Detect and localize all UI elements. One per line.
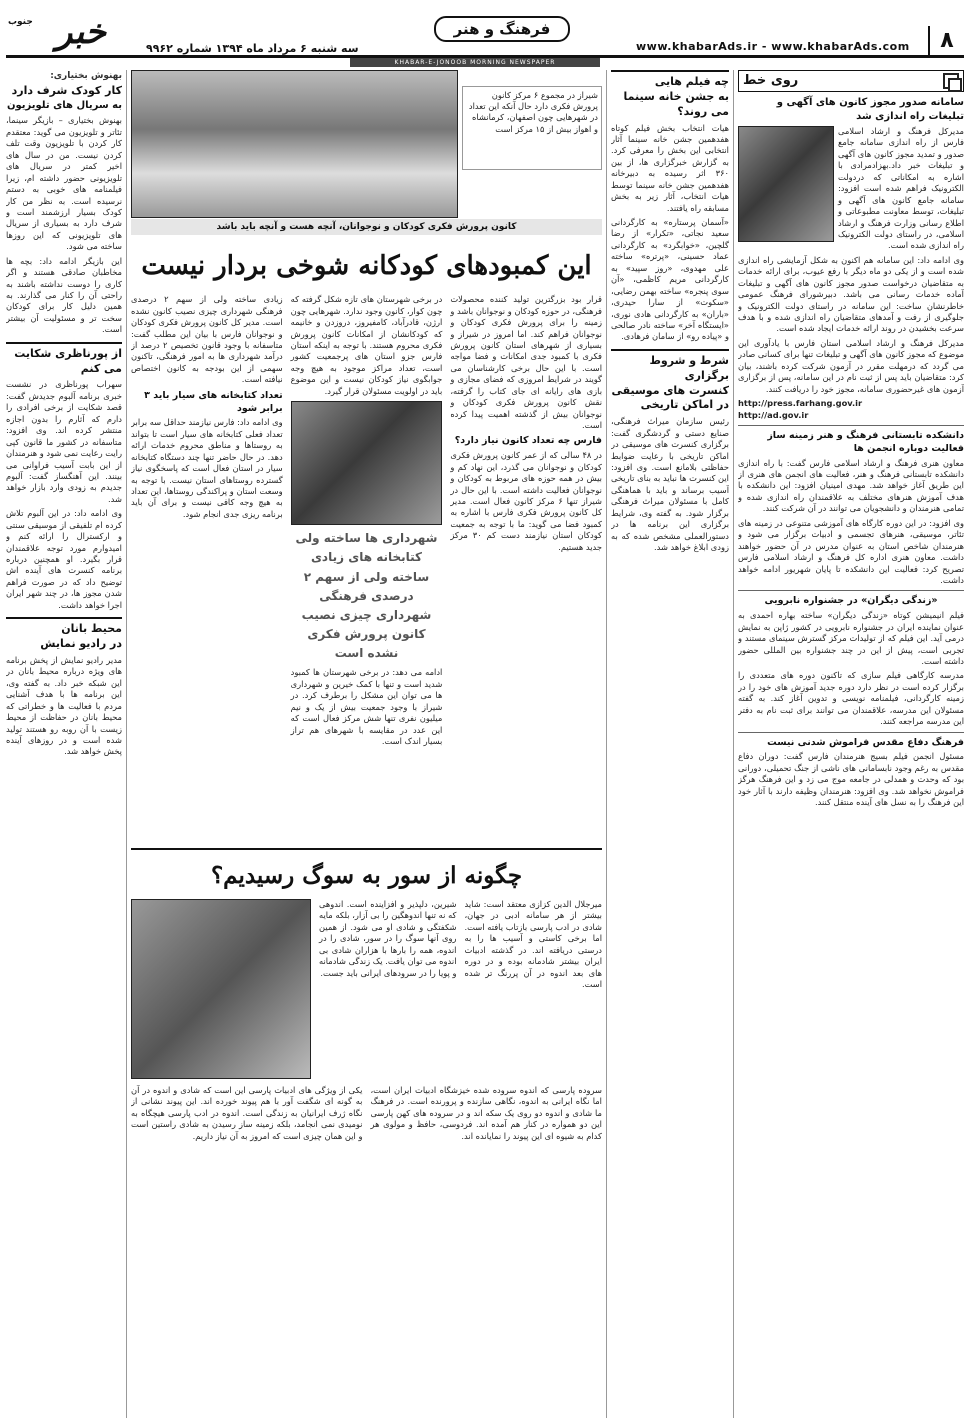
news-subtitle: فرهنگ دفاع مقدس فراموش شدنی نیست bbox=[767, 736, 964, 748]
logo: خبر bbox=[55, 12, 106, 52]
news-title: سامانه صدور مجوز کانون های آگهی و تبلیغات راه اندازی شد bbox=[776, 97, 964, 122]
left-paragraph: این بازیگر ادامه داد: بچه ها مخاطبان صادقی هستند و اگر کاری را دوست نداشته باشند به راحتی آن را کنار می گذارند. به همین دلیل کار برای کودکان سخت تر و مسئولیت آن بیشتر است. bbox=[6, 255, 122, 335]
concert-headline-1: شرط و شروط برگزاری bbox=[649, 353, 729, 382]
left-headline-4: می کنم bbox=[80, 361, 122, 375]
left-column bbox=[6, 70, 122, 1420]
website-urls[interactable]: www.khabarAds.ir - www.khabarAds.com bbox=[636, 40, 910, 53]
photo-strip: کانون پرورش فکری کودکان و نوجوانان، آنچه هست و آنچه باید باشد bbox=[131, 219, 602, 235]
roy-khat-header bbox=[738, 70, 964, 92]
film-headline-3: می روند؟ bbox=[677, 104, 729, 118]
article-paragraph: در ۴۸ سالی که از عمر کانون پرورش فکری کودکان و نوجوانان می گذرد، این نهاد کم و بیش در همه حوزه های مربوط به کودکان و نوجوانان فعالیت داشته است. با این حال در شیراز تنها ۶ مرکز کانون فعال است. مدیر کل کانون پرورش فکری فارس با اشاره به کمبود فضا می گوید: ما با توجه به جمعیت کودکان استان نیازمند دست کم ۳۰ مرکز جدید هستیم. bbox=[450, 450, 602, 552]
photo-caption: شیراز در مجموع ۶ مرکز کانون پرورش فکری دارد حال آنکه این تعداد در شهرهایی چون اصفهان، کرمانشاه و اهواز بیش از ۱۵ مرکز است bbox=[462, 86, 602, 170]
article-subhead: فارس چه تعداد کانون نیاز دارد؟ bbox=[454, 435, 602, 447]
left-author: بهنوش بختیاری: bbox=[50, 71, 122, 81]
page-number: ۸ bbox=[928, 26, 964, 56]
article-paragraph: یکی از ویژگی های ادبیات پارسی این است که شادی و اندوه در آن به گونه ای شگفت آور با هم پیوند خورده اند. این پیوند نشانی از نگاه ژرف ایرانیان به زندگی است. اندوه در ادب پارسی هیچگاه به نومیدی نمی انجامد، بلکه زمینه ساز رسیدن به شادی راستین است و این همان چیزی است که امروز به آن نیاز داریم. bbox=[131, 1085, 363, 1141]
feature-literature-article bbox=[131, 848, 602, 1418]
article-subhead: تعداد کتابخانه های سیار باید ۳ برابر شود bbox=[144, 389, 283, 414]
film-headline-2: به جشن خانه سینما bbox=[623, 89, 729, 103]
concert-paragraph: رئیس سازمان میراث فرهنگی، صنایع دستی و گردشگری گفت: برگزاری کنسرت های موسیقی در اماکن تاریخی با رعایت ضوابط حفاظتی بلامانع است. وی افزود: این کنسرت ها نباید به بنای تاریخی آسیب برساند و باید با هماهنگی کامل با مسئولان میراث فرهنگی برگزار شود. به گفته وی، شرایط برگزاری این برنامه ها در دستورالعملی مشخص شده که به زودی ابلاغ خواهد شد. bbox=[611, 416, 729, 553]
english-strip: KHABAR-E-JONOOB MORNING NEWSPAPER bbox=[350, 58, 600, 67]
director-portrait-photo bbox=[291, 401, 443, 525]
left-paragraph: مدیر رادیو نمایش از پخش برنامه های ویژه درباره محیط بانان در این شبکه خبر داد. به گفته وی، این برنامه ها با هدف آشنایی مردم با فعالیت ها و خطراتی که محیط بانان در حفاظت از محیط زیست با آن روبه رو هستند تولید شده است و در روزهای آینده پخش خواهد شد. bbox=[6, 654, 122, 757]
news-paragraph: معاون هنری فرهنگ و ارشاد اسلامی فارس گفت: با راه اندازی دانشکده تابستانی فرهنگ و هنر، فعالیت های انجمن های هنری از این طریق آغاز خواهد شد. مهدی امینیان افزود: این دانشکده با هدف آموزش هنرهای مختلف به علاقمندان راه اندازی شده و تمامی هنرمندان و دانشجویان می توانند در آن شرکت کنند. bbox=[738, 457, 964, 514]
column-rule bbox=[606, 70, 607, 1418]
right-column bbox=[738, 70, 964, 1420]
film-paragraph: هیات انتخاب بخش فیلم کوتاه هفدهمین جشن خانه سینما آثار انتخابی این بخش را معرفی کرد. به گزارش خبرگزاری ها، از بین ۳۶۰ اثر رسیده به دبیرخانه هفدهمین جشن خانه سینما توسط هیات انتخاب، آثار زیر به بخش مسابقه راه یافتند. bbox=[611, 122, 729, 213]
news-paragraph: مسئول انجمن فیلم بسیج هنرمندان فارس گفت: دوران دفاع مقدس به رغم وجود نابسامانی های ناشی از جنگ تحمیلی، دورانی بود که وحدت و همدلی در جامعه موج می زد و این فرهنگ هرگز فراموش نخواهد شد. وی افزود: هنرمندان وظیفه دارند با آثار خود این فرهنگ را به نسل های آینده منتقل کنند. bbox=[738, 751, 964, 808]
article-paragraph: در برخی شهرستان های تازه شکل گرفته که چون کوار، کانون وجود ندارد. شهرهایی چون ارژن، قادرآباد، کامفیروز، دروزدن و خانیمه که کودکانشان از امکانات کانون پرورش فکری محروم هستند. با توجه به اینکه استان فارس جزو استان های پرجمعیت کشور است، تعداد مراکز موجود به هیچ وجه جوابگوی نیاز کودکان نیست و این موضوع باید در اولویت مسئولان قرار گیرد. bbox=[290, 294, 443, 396]
feature-headline: این کمبودهای کودکانه شوخی بردار نیست bbox=[141, 251, 592, 282]
news-paragraph: وی افزود: در این دوره کارگاه های آموزشی متنوعی در زمینه های تئاتر، موسیقی، هنرهای تجسمی و ادبیات برگزار می شود و هنرمندان شاخص استان به عنوان مدرس در آن حضور خواهند داشت. معاون هنری اداره کل فرهنگ و ارشاد اسلامی فارس تصریح کرد: فعالیت این دانشکده تا پایان شهریور ادامه خواهد داشت. bbox=[738, 517, 964, 585]
left-headline-3: از پورناظری شکایت bbox=[14, 346, 122, 360]
concert-headline-2: کنسرت های موسیقی bbox=[611, 383, 729, 397]
article-paragraph: وی ادامه داد: فارس نیازمند حداقل سه برابر تعداد فعلی کتابخانه های سیار است تا بتواند به روستاها و مناطق محروم خدمات ارائه دهد. در حال حاضر تنها چند دستگاه کتابخانه سیار در استان فعال است که پاسخگوی نیاز گسترده روستاهای استان نیست. با توجه به وسعت استان و پراکندگی روستاها، این تعداد به هیچ وجه کافی نیست و برای آن باید برنامه ریزی جدی انجام شود. bbox=[131, 417, 283, 519]
feature-headline: چگونه از سور به سوگ رسیدیم؟ bbox=[210, 862, 523, 889]
official-portrait-photo bbox=[738, 126, 834, 242]
news-subtitle: «زندگی دیگران» در جشنواره نابرویی bbox=[764, 595, 938, 607]
left-paragraph: وی ادامه داد: در این آلبوم تلاش کرده ام تلفیقی از موسیقی سنتی و ارکسترال را ارائه کنم و امیدوارم مورد توجه علاقمندان قرار بگیرد. او همچنین درباره برنامه کنسرت های آینده اش توضیح داد که در صورت فراهم شدن مجوز ها، در چند شهر ایران اجرا خواهد داشت. bbox=[6, 508, 122, 610]
link-ad[interactable]: http://ad.gov.ir bbox=[738, 409, 809, 420]
link-press[interactable]: http://press.farhang.gov.ir bbox=[738, 398, 863, 409]
news-paragraph: وی ادامه داد: این سامانه هم اکنون به شکل آزمایشی راه اندازی شده است و از یکی دو ماه دیگر با رفع عیوب، برای ارائه خدمات به متقاضیان درخواست صدور مجوز کانون های آگهی و تبلیغات آماده خدمات رسانی می باشد. دبیرشورای فرهنگ عمومی خاطرنشان ساخت: این سامانه در راستای دولت الکترونیک و جلوگیری از رفت و آمدهای متقاضیان راه اندازی شده و با هدف سرعت بخشیدن در روند ارائه خدمات ایجاد شده است. bbox=[738, 254, 964, 334]
article-paragraph: زیادی ساخته ولی از سهم ۲ درصدی فرهنگی شهرداری چیزی نصیب کانون نشده است. مدیر کل کانون پرورش فکری کودکان و نوجوانان فارس با بیان این مطلب گفت: متاسفانه با وجود قانون تخصیص ۲ درصد از درآمد شهرداری ها به امور فرهنگی، تاکنون سهمی از این بودجه به کانون اختصاص نیافته است. bbox=[131, 294, 283, 385]
pull-quote: شهرداری ها ساخته ولی کتابخانه های زیادی ساخته ولی از سهم ۲ درصدی فرهنگی شهرداری چیزی نصیب کانون پرورش فکری نشده است bbox=[295, 531, 438, 661]
left-headline-5: محیط بانان bbox=[61, 622, 122, 636]
news-paragraph: مدیرکل فرهنگ و ارشاد اسلامی استان فارس با یادآوری این موضوع که مجوز کانون های آگهی و تبلیغات تنها برای کسانی صادر می گردد که درمهلت مقرر در آزمون شرکت کرده باشند، بیان کرد: متقاضیان باید پس از ثبت نام در این سامانه، پس از برگزاری آزمون های غیرحضوری سامانه، مجوز خود را دریافت کنند. bbox=[738, 337, 964, 394]
issue-date: سه شنبه ۶ مرداد ماه ۱۳۹۴ شماره ۹۹۶۲ bbox=[146, 42, 359, 55]
news-subtitle: دانشکده تابستانی فرهنگ و هنر زمینه ساز فعالیت دوباره انجمن ها bbox=[767, 429, 964, 454]
news-paragraph: فیلم انیمیشن کوتاه «زندگی دیگران» ساخته بهاره احمدی به عنوان نماینده ایران در جشنواره نابرویی در کشور ژاپن به نمایش درمی آید. این فیلم که از تولیدات مرکز گسترش سینمای مستند و تجربی است، پیش از این در چند جشنواره بین المللی حضور داشته است. bbox=[738, 610, 964, 666]
column-rule bbox=[126, 70, 127, 1418]
article-paragraph: شیرین، دلپذیر و افزاینده است. اندوهی که نه تنها اندوهگین را بی آزار، بلکه مایه شکفتگی و شادی او می شود. از همین روی آنها سوگ را در سور، شادی را در اندوه، همه را بارها با هزاران شادی بی اندوه می توان یافت. یک زندگی شادمانه و پویا را در سرودهای ایرانی باید جست. bbox=[319, 899, 457, 978]
left-headline-6: در رادیو نمایش bbox=[40, 637, 122, 651]
scholar-photo bbox=[131, 899, 311, 1079]
brand bbox=[6, 10, 106, 54]
article-paragraph: ادامه می دهد: در برخی شهرستان ها کمبود شدید است و تنها با کمک خیرین و شهرداری ها می توان این مشکل را برطرف کرد. در شیراز با وجود جمعیت بیش از یک و نیم میلیون نفری تنها شش مرکز فعال است که این عدد در مقایسه با شهرهای هم تراز بسیار اندک است. bbox=[290, 667, 443, 747]
article-paragraph: سروده پارسی که اندوه سروده شده خیزشگاه ادبیات ایران است، اما نگاه ایرانی به اندوه، نگاهی سازنده و پرورنده است. در فرهنگ ما شادی و اندوه دو روی یک سکه اند و در سروده های کهن پارسی این دو همواره در کنار هم آمده اند. فردوسی، حافظ و مولوی هر کدام به شیوه ای این پیوند را نمایانده اند. bbox=[370, 1085, 602, 1141]
pages-icon bbox=[943, 73, 959, 89]
news-paragraph: مدیرکل فرهنگ و ارشاد اسلامی فارس از راه اندازی سامانه جامع صدور و تمدید مجوز کانون های آگهی و تبلیغات خبر داد.بهزادمرادی با اشاره به امکاناتی که دردولت الکترونیک فراهم شده است افزود: سامانه جامع کانون های آگهی و تبلیغات، توسط معاونت مطبوعاتی و اطلاع رسانی وزارت فرهنگ و ارشاد اسلامی، در راستای دولت الکترونیک راه اندازی شده است. bbox=[838, 126, 964, 251]
article-paragraph: قرار بود بزرگترین تولید کننده محصولات فرهنگی، در حوزه کودکان و نوجوانان باشد و زمینه را برای پرورش فکری کودکان و نوجوانان فراهم کند. اما امروز در شیراز و بسیاری از شهرهای استان کانون پرورش فکری با کمبود جدی امکانات و فضا مواجه است. با این حال برخی کارشناسان می گویند در شرایط امروزی که فضای مجازی و بازی های رایانه ای جای کتاب را گرفته، نقش کانون پرورش فکری کودکان و نوجوانان بیش از گذشته اهمیت پیدا کرده است. bbox=[450, 294, 602, 431]
article-paragraph: میرجلال الدین کزازی معتقد است: شاید بیشتر از هر سامانه ادبی در جهان، شادی در ادب پارسی بازتاب یافته است. اما برخی کاستی و آسیب ها را به درستی دریافته اند. در گذشته ادبیات ایران بیشتر شادمانه بوده و در دوره های بعد اندوه در آن پررنگ تر شده است. bbox=[464, 899, 602, 990]
feature-children-article bbox=[131, 70, 602, 840]
film-list: «آسمان پرستاره» به کارگردانی سعید نجاتی، «تکرار» از رضا گلچین، «خوابگرد» به کارگردانی عماد حسینی، «پرتره» ساخته علی مهدوی، «روز سپید» به کارگردانی مریم کاظمی، «آن سوی پنجره» ساخته بهمن رضایی، «سکوت» از سارا حیدری، «باران» به کارگردانی هادی نوری، «ایستگاه آخر» ساخته نادر صالحی و «پیاده رو» از سامان فرهادی. bbox=[611, 217, 729, 342]
left-headline-1: کار کودک شرف دارد bbox=[11, 84, 122, 98]
film-headline-1: چه فیلم هایی bbox=[654, 75, 729, 88]
section-title: فرهنگ و هنر bbox=[434, 16, 570, 42]
roy-khat-label: روی خط bbox=[743, 73, 799, 89]
left-paragraph: بهنوش بختیاری – بازیگر سینما، تئاتر و تلویزیون می گوید: معتقدم کار کردن با تلویزیون وقت تلف کردن نیست. من در سال های اخیر کمتر در سریال های تلویزیونی حضور داشته ام، زیرا فیلمنامه های خوبی به دستم نرسیده است. به نظر من کار کودک بسیار ارزشمند است و شرف دارد به بسیاری از سریال های تلویزیونی که این روزها ساخته می شود. bbox=[6, 115, 122, 252]
left-headline-2: به سریال های تلویزیون bbox=[7, 99, 122, 111]
left-paragraph: سهراب پورناظری در نشست خبری برنامه آلبوم جدیدش گفت: قصد شکایت از برخی افرادی را دارم که آثارم را بدون اجازه منتشر کرده اند. وی افزود: متاسفانه در کشور ما قانون کپی رایت رعایت نمی شود و هنرمندان از این بابت آسیب فراوانی می بینند. این آهنگساز گفت: آلبوم جدیدم به زودی وارد بازار خواهد شد. bbox=[6, 379, 122, 504]
column-rule bbox=[733, 70, 734, 1418]
concert-headline-3: در اماکن تاریخی bbox=[640, 398, 729, 412]
children-class-photo bbox=[131, 70, 458, 218]
news-paragraph: مدرسه کارگاهی فیلم سازی که تاکنون دوره های متعددی را برگزار کرده است در نظر دارد دوره جدید آموزش های خود را در زمینه کارگردانی، فیلمنامه نویسی و تدوین آغاز کند. به گفته مسئولان این مدرسه، علاقمندان می توانند برای ثبت نام به دفتر این مدرسه مراجعه کنند. bbox=[738, 670, 964, 727]
logo-sub: جنوب bbox=[8, 17, 33, 27]
mid-right-column bbox=[611, 70, 729, 1420]
masthead bbox=[6, 8, 964, 58]
